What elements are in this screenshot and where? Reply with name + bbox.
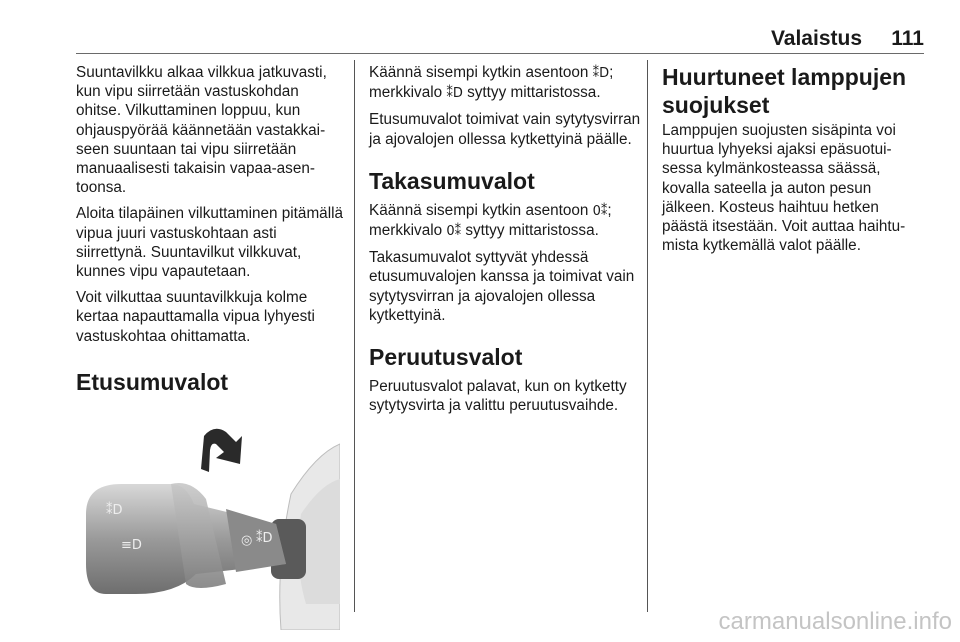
column-middle bbox=[369, 63, 641, 422]
column-right bbox=[662, 63, 924, 262]
front-fog-icon: ⁑D bbox=[592, 66, 610, 81]
paragraph: Käännä sisempi kytkin asentoon 0⁑; merkkivalo 0⁑ syttyy mittaristossa. bbox=[369, 201, 612, 240]
paragraph: Aloita tilapäinen vilkuttaminen pitämällä vipua juuri vastuskohtaan asti siirrettynä. Suuntavilkut vilkkuvat, kunnes vipu vapautetaan. bbox=[76, 205, 343, 281]
paragraph: Peruutusvalot palavat, kun on kytketty sytytysvirta ja valittu peruutusvaihde. bbox=[369, 378, 627, 415]
rear-fog-icon: 0⁑ bbox=[446, 224, 462, 240]
heading-reversing-lights: Peruutusvalot bbox=[369, 344, 523, 371]
column-left bbox=[76, 63, 348, 630]
heading-misted-lamps: Huurtuneet lamppujen suojukset bbox=[662, 64, 907, 118]
page-number: 111 bbox=[891, 27, 924, 50]
column-divider bbox=[647, 60, 648, 612]
svg-text:⁑D: ⁑D bbox=[106, 502, 123, 518]
paragraph: Etusumuvalot toimivat vain sytytysvirran ja ajovalojen ollessa kytkettyinä päälle. bbox=[369, 111, 641, 148]
svg-text:◎: ◎ bbox=[241, 532, 253, 548]
svg-text:⁑D: ⁑D bbox=[256, 530, 273, 546]
paragraph: Voit vilkuttaa suuntavilkkuja kolme kertaa napauttamalla vipua lyhyesti vastuskohtaa ohittamatta. bbox=[76, 289, 315, 345]
page-header bbox=[76, 27, 924, 54]
watermark: carmanualsonline.info bbox=[718, 608, 952, 635]
heading-front-fog: Etusumuvalot bbox=[76, 368, 229, 395]
column-divider bbox=[354, 60, 355, 612]
heading-rear-fog: Takasumuvalot bbox=[369, 167, 535, 194]
fog-light-switch-illustration bbox=[76, 414, 340, 630]
section-title: Valaistus bbox=[770, 27, 862, 50]
rear-fog-icon: 0⁑ bbox=[592, 203, 608, 219]
paragraph: Suuntavilkku alkaa vilkkua jatkuvasti, kun vipu siirretään vastuskohdan ohitse. Vilkuttaminen loppuu, kun ohjauspyörää käännetään vastakkaiseen suuntaan tai vipu siirretään manuaalisesti takaisin vapaa-asentoonsa. bbox=[76, 64, 327, 197]
front-fog-icon: ⁑D bbox=[446, 86, 463, 102]
paragraph: Lamppujen suojusten sisäpinta voi huurtua lyhyeksi ajaksi epäsuotuisessa kylmänkosteassa säässä, kovalla sateella ja auton pesun jälkeen. Kosteus haihtuu hetken päästä itsestään. Voit auttaa haihtumista kytkemällä valot päälle. bbox=[662, 122, 906, 255]
svg-text:≡D: ≡D bbox=[121, 537, 142, 553]
paragraph: Takasumuvalot syttyvät yhdessä etusumuvalojen kanssa ja toimivat vain sytytysvirran ja ajovalojen ollessa kytkettyinä. bbox=[369, 249, 635, 324]
paragraph: Käännä sisempi kytkin asentoon ⁑D; merkkivalo ⁑D syttyy mittaristossa. bbox=[369, 64, 614, 102]
